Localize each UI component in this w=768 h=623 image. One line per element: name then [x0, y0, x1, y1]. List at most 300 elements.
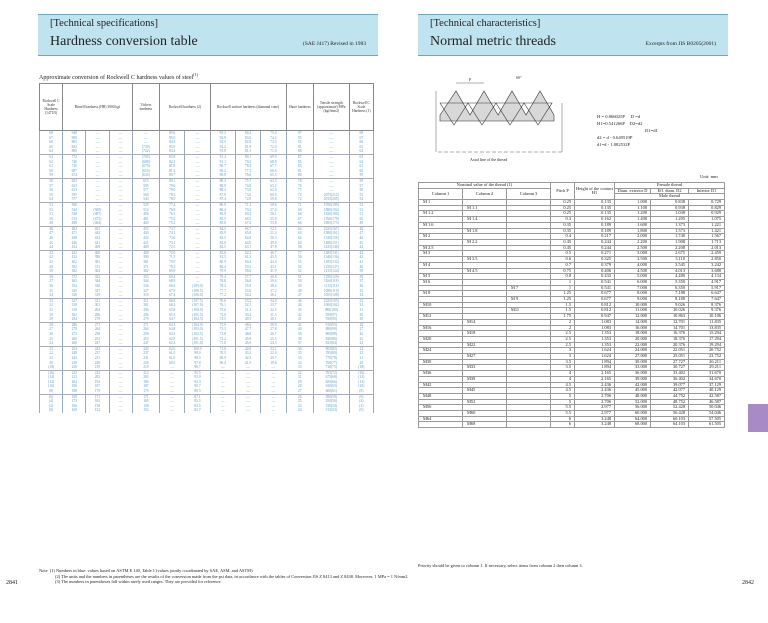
hardness-table — [39, 83, 374, 413]
thread-size-cell: M36 — [419, 371, 463, 377]
thread-size-cell: M16 — [419, 325, 463, 331]
thread-value-cell: 8.376 — [689, 302, 725, 308]
hardness-cell: — — [185, 131, 210, 136]
hardness-cell: 64.3 — [261, 178, 286, 183]
hardness-cell: 32 — [349, 303, 373, 308]
thread-value-cell: 0.271 — [575, 251, 615, 257]
hardness-cell: — — [235, 384, 260, 389]
hardness-cell: 55 — [286, 260, 313, 265]
thread-value-cell: 2.706 — [575, 393, 615, 399]
hardness-cell: 271 — [132, 322, 159, 327]
hardness-cell: 434 — [63, 245, 86, 250]
hardness-cell: 52.1 — [235, 303, 260, 308]
thread-size-cell: M 1 — [419, 200, 463, 206]
hardness-cell: — — [160, 380, 185, 385]
hardness-cell: 33 — [286, 365, 313, 370]
hardness-cell: 179 — [132, 389, 159, 394]
hardness-cell: 48.6 — [235, 322, 260, 327]
hardness-cell: 28 — [40, 322, 63, 327]
hardness-cell: — — [109, 298, 132, 303]
thread-value-cell: 0.812 — [575, 308, 615, 314]
hardness-cell: 382 — [63, 269, 86, 274]
thread-value-cell: 0.541 — [575, 285, 615, 291]
hardness-cell: 72.0 — [235, 197, 260, 202]
thread-size-cell: M18 — [463, 331, 507, 337]
hardness-cell: — — [109, 145, 132, 150]
hardness-cell: 67.6 — [235, 221, 260, 226]
hardness-cell: 226 — [132, 361, 159, 366]
hardness-cell: 35 — [286, 356, 313, 361]
hardness-cell: 54 — [40, 197, 63, 202]
hardness-cell: 70.5 — [210, 351, 235, 356]
hardness-cell: — — [160, 365, 185, 370]
hardness-cell: — — [261, 404, 286, 409]
hardness-cell: 69.9 — [160, 269, 185, 274]
hardness-cell: 87 — [286, 154, 313, 159]
thread-value-cell: 1.25 — [551, 297, 575, 303]
hardness-cell: — — [132, 140, 159, 145]
hardness-cell: 58 — [286, 245, 313, 250]
hardness-cell: 1530(156) — [313, 236, 349, 241]
hardness-col-header: Brinell hardness (HB) 3000 kgf — [63, 84, 133, 131]
hardness-cell: 266 — [63, 337, 86, 342]
hardness-cell: — — [109, 160, 132, 165]
hardness-cell: 73.6 — [160, 236, 185, 241]
hardness-cell: — — [185, 145, 210, 150]
hardness-cell: — — [235, 375, 260, 380]
hardness-cell: 79.3 — [235, 160, 260, 165]
hardness-cell: — — [210, 384, 235, 389]
hardness-cell: 301 — [86, 303, 109, 308]
thread-value-cell: 2.200 — [615, 239, 651, 245]
hardness-cell: 950(97) — [313, 313, 349, 318]
hardness-cell: — — [235, 365, 260, 370]
thread-value-cell: 0.35 — [551, 228, 575, 234]
hardness-cell: 46.7 — [261, 250, 286, 255]
hardness-cell: 36 — [349, 284, 373, 289]
hardness-cell: 800 — [63, 149, 86, 154]
hardness-cell: 49.0 — [261, 241, 286, 246]
hardness-cell: 196 — [63, 384, 86, 389]
hardness-cell: 60.5 — [160, 361, 185, 366]
hardness-cell: 319 — [86, 293, 109, 298]
hardness-cell: — — [185, 188, 210, 193]
hardness-cell: — — [109, 245, 132, 250]
hardness-cell: — — [109, 154, 132, 159]
thread-value-cell: 2.013 — [689, 245, 725, 251]
hardness-cell: 37 — [349, 279, 373, 284]
hardness-cell: 222 — [63, 370, 86, 375]
hardness-cell: 23 — [349, 346, 373, 351]
hardness-cell: 319 — [132, 293, 159, 298]
hardness-cell: 95.5 — [185, 370, 210, 375]
hardness-cell: 471 — [63, 231, 86, 236]
hardness-cell: 44.3 — [261, 260, 286, 265]
hardness-cell: (10) — [40, 384, 63, 389]
hardness-cell: 29 — [286, 380, 313, 385]
hardness-cell: 38.4 — [261, 284, 286, 289]
hardness-cell: 54 — [349, 197, 373, 202]
hardness-cell: — — [210, 399, 235, 404]
hardness-cell: 381 — [86, 260, 109, 265]
hardness-cell: 68.9 — [160, 279, 185, 284]
hardness-cell: 187 — [132, 384, 159, 389]
hardness-cell: 46.8 — [235, 332, 260, 337]
hardness-cell: 61 — [349, 164, 373, 169]
thread-value-cell: 1.740 — [651, 234, 689, 240]
hardness-cell: — — [109, 136, 132, 141]
hardness-cell: 26 — [286, 394, 313, 399]
hardness-cell: 84.5 — [210, 226, 235, 231]
hardness-cell: — — [109, 173, 132, 178]
hardness-cell: 82.8 — [235, 140, 260, 145]
hardness-cell: 56 — [349, 188, 373, 193]
hardness-cell: 50 — [286, 279, 313, 284]
hardness-cell: 271 — [86, 322, 109, 327]
thread-value-cell: 68.000 — [615, 422, 651, 428]
hardness-cell: 91 — [286, 145, 313, 150]
hardness-cell: (0) — [40, 408, 63, 413]
hardness-cell: 832 — [63, 145, 86, 150]
hardness-cell: — — [109, 370, 132, 375]
thread-size-cell: M39 — [463, 376, 507, 382]
hardness-col-header: Rockwell C Scale Hardness (1) — [349, 84, 373, 131]
hardness-cell: 56.1 — [261, 212, 286, 217]
hardness-cell: 64.0 — [235, 241, 260, 246]
hardness-cell: 421 — [132, 241, 159, 246]
thread-value-cell: 42.587 — [689, 393, 725, 399]
hardness-cell: — — [109, 269, 132, 274]
hardness-table-body — [40, 131, 374, 414]
hardness-cell: — — [109, 250, 132, 255]
thread-value-cell: 4.000 — [615, 262, 651, 268]
hardness-cell: 37.2 — [261, 289, 286, 294]
hardness-cell: 160 — [63, 408, 86, 413]
thread-value-cell: 1.000 — [615, 200, 651, 206]
hardness-cell: 59 — [40, 173, 63, 178]
thread-value-cell: 42.000 — [615, 382, 651, 388]
hardness-cell: 56 — [286, 255, 313, 260]
hardness-cell: 85.5 — [210, 217, 235, 222]
hardness-cell: 52 — [349, 208, 373, 213]
thread-value-cell: 1.083 — [575, 325, 615, 331]
thread-size-cell: M 5 — [419, 274, 463, 280]
hardness-cell: 1880(192) — [313, 208, 349, 213]
hardness-cell: 1760(179) — [313, 217, 349, 222]
thread-value-cell: 4.134 — [689, 274, 725, 280]
hardness-cell: (634) — [132, 173, 159, 178]
hardness-cell: (105.5) — [185, 313, 210, 318]
hardness-cell: 87.1 — [185, 394, 210, 399]
thread-size-cell: M 4 — [419, 262, 463, 268]
thread-size-cell: M12 — [419, 314, 463, 320]
hardness-col-header: Shore hardness — [286, 84, 313, 131]
hardness-cell: 78.4 — [235, 164, 260, 169]
left-header — [38, 14, 378, 56]
svg-text:P: P — [468, 77, 472, 82]
thread-value-cell: 3.5 — [551, 365, 575, 371]
hardness-cell: 71.0 — [261, 149, 286, 154]
hardness-cell: — — [160, 384, 185, 389]
hardness-cell: 74.5 — [210, 317, 235, 322]
hardness-cell: 81.2 — [160, 169, 185, 174]
thread-size-cell: M 2.2 — [463, 239, 507, 245]
hardness-cell: — — [313, 145, 349, 150]
hardness-cell: 53.3 — [235, 298, 260, 303]
thread-value-cell: 1.5 — [551, 308, 575, 314]
thread-value-cell: 2.5 — [551, 331, 575, 337]
hardness-cell: 67.7 — [261, 164, 286, 169]
hardness-cell: 71.5 — [160, 255, 185, 260]
hardness-cell: 64.3 — [160, 322, 185, 327]
thread-value-cell: 1.200 — [615, 211, 651, 217]
hardness-cell: 75.7 — [235, 178, 260, 183]
thread-value-cell: 64.103 — [651, 422, 689, 428]
hardness-cell: — — [86, 136, 109, 141]
hardness-cell: 336 — [63, 293, 86, 298]
hardness-cell: 2075(212) — [313, 193, 349, 198]
thread-size-cell: M14 — [463, 319, 507, 325]
thread-value-cell: 2.500 — [615, 245, 651, 251]
chapter-tab[interactable] — [748, 404, 768, 432]
hardness-cell: 96.7 — [185, 365, 210, 370]
thread-value-cell: 16.376 — [651, 331, 689, 337]
hardness-cell: 34 — [40, 293, 63, 298]
hardness-cell: 86.9 — [210, 202, 235, 207]
hardness-cell: 23.1 — [261, 346, 286, 351]
thread-size-cell: M 4.5 — [463, 268, 507, 274]
hardness-cell: 66.8 — [160, 298, 185, 303]
hardness-cell: 32 — [286, 370, 313, 375]
hardness-cell: 577 — [132, 188, 159, 193]
thread-value-cell: 2 — [551, 319, 575, 325]
hardness-cell: 258 — [132, 332, 159, 337]
hardness-cell: 78.5 — [160, 193, 185, 198]
thread-value-cell: 0.217 — [575, 234, 615, 240]
hardness-cell: — — [109, 341, 132, 346]
hardness-cell: 79.6 — [160, 184, 185, 189]
thread-value-cell: 33.402 — [651, 371, 689, 377]
hardness-cell: 1115(114) — [313, 284, 349, 289]
hardness-cell: 74.1 — [160, 231, 185, 236]
hardness-cell: 42.3 — [235, 356, 260, 361]
hardness-cell: 73.0 — [235, 193, 260, 198]
thread-size-cell: M 1.6 — [419, 222, 463, 228]
hardness-cell: — — [261, 365, 286, 370]
thread-value-cell: 0.25 — [551, 205, 575, 211]
hardness-cell: 231 — [132, 356, 159, 361]
hardness-cell: 1160(118) — [313, 279, 349, 284]
hardness-cell: 75.0 — [210, 313, 235, 318]
hardness-cell: — — [210, 375, 235, 380]
thread-value-cell: 12.000 — [615, 314, 651, 320]
thread-size-cell: M45 — [463, 388, 507, 394]
hardness-cell: 80.1 — [160, 178, 185, 183]
thread-value-cell: 4.013 — [651, 268, 689, 274]
hardness-cell: (109.0) — [185, 284, 210, 289]
hardness-cell: 31.3 — [261, 313, 286, 318]
hardness-cell: 81.1 — [235, 149, 260, 154]
hardness-cell: 99.0 — [185, 351, 210, 356]
hardness-cell: 59 — [349, 173, 373, 178]
hardness-cell: 481 — [132, 217, 159, 222]
hardness-cell: 98.5 — [185, 356, 210, 361]
hardness-cell: 68.8 — [261, 160, 286, 165]
hardness-cell: 82.8 — [160, 154, 185, 159]
hardness-cell: 92.9 — [210, 136, 235, 141]
thread-size-cell: M10 — [419, 302, 463, 308]
hardness-cell: — — [109, 208, 132, 213]
hardness-cell: 45 — [349, 241, 373, 246]
thread-value-cell: 7.000 — [615, 285, 651, 291]
hardness-cell: 75 — [286, 188, 313, 193]
hardness-cell: — — [185, 169, 210, 174]
hardness-cell: 45.0 — [235, 341, 260, 346]
hardness-cell: 69.4 — [160, 274, 185, 279]
hardness-cell: — — [109, 140, 132, 145]
hardness-cell: 63 — [40, 154, 63, 159]
hardness-cell: — — [185, 164, 210, 169]
hardness-cell: (102.5) — [185, 332, 210, 337]
hardness-cell: (12) — [40, 380, 63, 385]
hardness-cell: 528 — [63, 212, 86, 217]
thread-value-cell: 0.135 — [575, 211, 615, 217]
hardness-cell: — — [109, 149, 132, 154]
thread-value-cell: 4 — [551, 371, 575, 377]
hardness-cell: 43.1 — [261, 265, 286, 270]
hardness-cell: 60 — [286, 241, 313, 246]
hardness-cell: 318 — [63, 303, 86, 308]
hardness-cell: 226 — [86, 361, 109, 366]
hardness-cell: 58.6 — [261, 202, 286, 207]
hardness-cell: (104.0) — [185, 322, 210, 327]
thread-value-cell: 45.000 — [615, 388, 651, 394]
hardness-cell: 83.4 — [160, 149, 185, 154]
hardness-cell: — — [109, 317, 132, 322]
hardness-cell: 409 — [86, 245, 109, 250]
hardness-cell: 71.0 — [210, 346, 235, 351]
hardness-cell: 58 — [40, 178, 63, 183]
hardness-cell: — — [109, 289, 132, 294]
thread-value-cell: 30.727 — [651, 365, 689, 371]
hardness-cell: 1820(186) — [313, 212, 349, 217]
hardness-cell: 1080(110) — [313, 289, 349, 294]
hardness-cell: 40.8 — [261, 274, 286, 279]
thread-value-cell: 1.624 — [575, 348, 615, 354]
thread-value-cell: 10.106 — [689, 314, 725, 320]
thread-value-cell: 3.110 — [651, 257, 689, 263]
hardness-cell: — — [160, 404, 185, 409]
hardness-cell: 83.9 — [210, 231, 235, 236]
thread-value-cell: 0.25 — [551, 211, 575, 217]
hardness-cell: — — [185, 136, 210, 141]
hardness-cell: 371 — [132, 265, 159, 270]
hardness-cell: — — [313, 140, 349, 145]
hardness-cell: (16) — [349, 370, 373, 375]
hardness-cell: 56.8 — [235, 279, 260, 284]
hardness-cell: 39.6 — [261, 279, 286, 284]
nominal-header: Nominal value of the thread (1) — [419, 183, 551, 189]
hardness-cell: 32.5 — [261, 308, 286, 313]
thread-size-cell: M 9 — [507, 297, 551, 303]
thread-size-cell: M 2 — [419, 234, 463, 240]
hardness-cell: 247 — [132, 341, 159, 346]
hardness-cell: 60 — [349, 169, 373, 174]
thread-value-cell: 40.129 — [689, 388, 725, 394]
thread-value-cell: 6 — [551, 416, 575, 422]
hardness-cell: 231 — [86, 356, 109, 361]
thread-value-cell: 3 — [551, 348, 575, 354]
hardness-cell: 301 — [132, 303, 159, 308]
hardness-cell: 705(72) — [313, 370, 349, 375]
hardness-cell: — — [313, 160, 349, 165]
hardness-cell: (108.5) — [185, 289, 210, 294]
hardness-cell: 82.3 — [160, 160, 185, 165]
hardness-cell: 49 — [349, 221, 373, 226]
hardness-cell: (101.5) — [185, 337, 210, 342]
hardness-cell: 600(61) — [313, 389, 349, 394]
hardness-cell: 67.9 — [160, 289, 185, 294]
hardness-cell: 785(80) — [313, 351, 349, 356]
hardness-cell: (14) — [349, 375, 373, 380]
thread-value-cell: 0.325 — [575, 257, 615, 263]
thread-size-cell: M68 — [463, 422, 507, 428]
thread-value-cell: 10.000 — [615, 302, 651, 308]
hardness-cell: 212 — [86, 370, 109, 375]
thread-value-cell: 25.051 — [651, 354, 689, 360]
hardness-cell: — — [261, 389, 286, 394]
hardness-cell: 24 — [286, 404, 313, 409]
hardness-cell: 254 — [63, 346, 86, 351]
hardness-cell: 260 — [63, 341, 86, 346]
hardness-cell: — — [109, 308, 132, 313]
thread-value-cell: 0.379 — [575, 262, 615, 268]
hardness-cell: 42 — [40, 255, 63, 260]
hardness-cell: — — [109, 217, 132, 222]
thread-value-cell: 1.600 — [615, 222, 651, 228]
hardness-cell: 79.0 — [160, 188, 185, 193]
hardness-cell: 1250(127) — [313, 265, 349, 270]
thread-value-cell: 2.5 — [551, 342, 575, 348]
hardness-cell: — — [185, 236, 210, 241]
hardness-cell: 85.9 — [210, 212, 235, 217]
hardness-cell: 310 — [63, 308, 86, 313]
thread-value-cell: 20.376 — [651, 342, 689, 348]
hardness-cell: 512 — [132, 208, 159, 213]
thread-value-cell: 18.376 — [651, 336, 689, 342]
hardness-cell: — — [313, 188, 349, 193]
thread-value-cell: 0.45 — [551, 245, 575, 251]
thread-value-cell: 2.000 — [615, 234, 651, 240]
hardness-cell: 446 — [63, 241, 86, 246]
hardness-cell: 80.7 — [160, 173, 185, 178]
thread-value-cell: 0.812 — [575, 302, 615, 308]
hardness-cell: 77.5 — [235, 169, 260, 174]
hardness-cell: 187 — [86, 384, 109, 389]
hardness-cell: 45 — [40, 241, 63, 246]
thread-value-cell: 2.165 — [575, 376, 615, 382]
hardness-cell: 62.8 — [160, 337, 185, 342]
hardness-cell: 41 — [286, 317, 313, 322]
hardness-cell: 68 — [349, 131, 373, 136]
hardness-cell: 61.0 — [160, 356, 185, 361]
hardness-cell: — — [86, 169, 109, 174]
hardness-cell: 69.9 — [261, 154, 286, 159]
thread-value-cell: 0.3 — [551, 217, 575, 223]
hardness-cell: 73.3 — [210, 327, 235, 332]
hardness-cell: 59.8 — [261, 197, 286, 202]
hardness-cell: 650(66) — [313, 380, 349, 385]
